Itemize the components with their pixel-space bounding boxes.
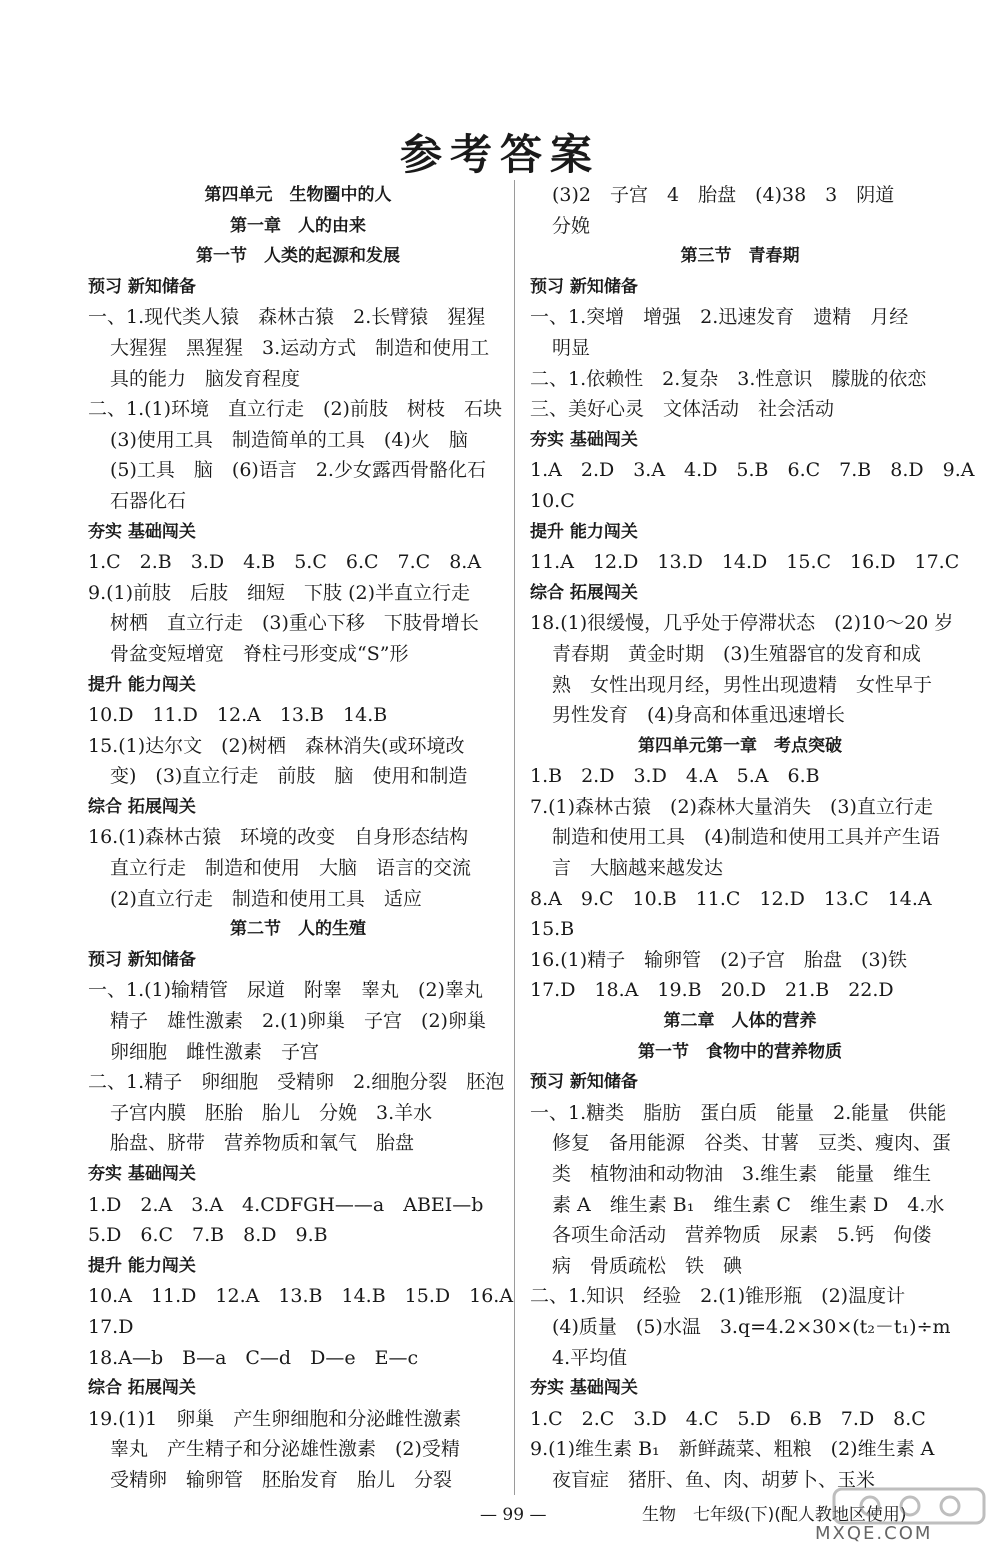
answer-line: 子宫内膜 胚胎 胎儿 分娩 3.羊水 (110, 1101, 433, 1124)
answer-line: (3)2 子宫 4 胎盘 (4)38 3 阴道 (552, 184, 895, 206)
subsection-label: 夯实 基础闯关 (88, 521, 196, 542)
answer-line: 骨盆变短增宽 脊柱弓形变成“S”形 (110, 642, 409, 665)
section-heading: 第一节 人类的起源和发展 (196, 246, 400, 267)
answer-line: 11.A 12.D 13.D 14.D 15.C 16.D 17.C (530, 551, 960, 574)
answer-line: 直立行走 制造和使用 大脑 语言的交流 (110, 857, 472, 880)
section-heading: 第一章 人的由来 (230, 215, 366, 236)
answer-line: (4)质量 (5)水温 3.q=4.2×30×(t₂－t₁)÷m (552, 1315, 951, 1338)
answer-line: 16.(1)森林古猿 环境的改变 自身形态结构 (88, 826, 469, 849)
answer-line: 8.A 9.C 10.B 11.C 12.D 13.C 14.A (530, 887, 932, 910)
answer-line: 一、1.突增 增强 2.迅速发育 遗精 月经 (530, 306, 909, 329)
answer-line: 变) (3)直立行走 前肢 脑 使用和制造 (110, 765, 468, 788)
right-column (530, 180, 975, 1496)
answer-line: 15.(1)达尔文 (2)树栖 森林消失(或环境改 (88, 734, 465, 757)
answer-line: 10.D 11.D 12.A 13.B 14.B (88, 704, 388, 727)
answer-line: 15.B (530, 918, 575, 941)
subsection-label: 综合 拓展闯关 (530, 582, 638, 603)
subsection-label: 预习 新知储备 (530, 1072, 638, 1093)
answer-line: 9.(1)前肢 后肢 细短 下肢 (2)半直立行走 (88, 581, 470, 604)
answer-line: 熟 女性出现月经，男性出现遗精 女性早于 (552, 673, 933, 696)
section-heading: 第一节 食物中的营养物质 (638, 1041, 842, 1062)
answer-line: 1.C 2.B 3.D 4.B 5.C 6.C 7.C 8.A (88, 551, 482, 574)
answer-line: 1.C 2.C 3.D 4.C 5.D 6.B 7.D 8.C (530, 1407, 926, 1430)
column-divider (514, 180, 515, 1495)
answer-line: 一、1.(1)输精管 尿道 附睾 睾丸 (2)睾丸 (88, 979, 483, 1002)
answer-line: 大猩猩 黑猩猩 3.运动方式 制造和使用工 (110, 336, 490, 359)
answer-line: 各项生命活动 营养物质 尿素 5.钙 佝偻 (552, 1224, 932, 1247)
answer-line: 言 大脑越来越发达 (552, 857, 724, 880)
subsection-label: 提升 能力闯关 (88, 1255, 196, 1276)
left-column (88, 180, 514, 1496)
subsection-label: 预习 新知储备 (88, 276, 196, 297)
answer-line: 7.(1)森林古猿 (2)森林大量消失 (3)直立行走 (530, 795, 933, 818)
answer-line: 10.A 11.D 12.A 13.B 14.B 15.D 16.A (88, 1285, 514, 1308)
answer-line: 夜盲症 猪肝、鱼、肉、胡萝卜、玉米 (552, 1468, 876, 1491)
answer-line: 二、1.精子 卵细胞 受精卵 2.细胞分裂 胚泡 (88, 1071, 505, 1094)
subsection-label: 提升 能力闯关 (530, 521, 638, 542)
section-heading: 第二节 人的生殖 (230, 919, 366, 940)
subsection-label: 综合 拓展闯关 (88, 1378, 196, 1399)
answer-line: 10.C (530, 489, 575, 512)
footer-label: 生物 七年级(下)(配人教地区使用) (642, 1505, 907, 1525)
answer-line: 二、1.依赖性 2.复杂 3.性意识 朦胧的依恋 (530, 367, 927, 390)
answer-line: 分娩 (552, 214, 591, 237)
subsection-label: 提升 能力闯关 (88, 674, 196, 695)
answer-line: 明显 (552, 336, 591, 359)
answer-line: 制造和使用工具 (4)制造和使用工具并产生语 (552, 826, 940, 849)
answer-line: 一、1.糖类 脂肪 蛋白质 能量 2.能量 供能 (530, 1101, 947, 1124)
answer-line: 1.D 2.A 3.A 4.CDFGH——a ABEI—b (88, 1193, 484, 1216)
answer-line: 具的能力 脑发育程度 (110, 367, 301, 390)
watermark-text: MXQE.COM (815, 1523, 933, 1544)
answer-line: 石器化石 (110, 489, 187, 512)
subsection-label: 夯实 基础闯关 (530, 429, 638, 450)
answer-line: 精子 雄性激素 2.(1)卵巢 子宫 (2)卵巢 (110, 1010, 486, 1033)
answer-line: 二、1.(1)环境 直立行走 (2)前肢 树枝 石块 (88, 398, 502, 421)
subsection-label: 预习 新知储备 (88, 949, 196, 970)
answer-line: 男性发育 (4)身高和体重迅速增长 (552, 704, 845, 727)
answer-line: 胎盘、脐带 营养物质和氧气 胎盘 (110, 1132, 415, 1155)
answer-line: 树栖 直立行走 (3)重心下移 下肢骨增长 (110, 612, 479, 635)
answer-line: 5.D 6.C 7.B 8.D 9.B (88, 1224, 328, 1247)
answer-line: 17.D (88, 1315, 134, 1338)
section-heading: 第二章 人体的营养 (663, 1011, 817, 1032)
section-heading: 第三节 青春期 (680, 246, 800, 267)
section-heading: 第四单元 生物圈中的人 (204, 185, 392, 205)
answer-line: 19.(1)1 卵巢 产生卵细胞和分泌雌性激素 (88, 1407, 462, 1430)
answer-line: 1.A 2.D 3.A 4.D 5.B 6.C 7.B 8.D 9.A (530, 459, 975, 482)
answer-line: 睾丸 产生精子和分泌雄性激素 (2)受精 (110, 1438, 460, 1461)
answer-line: 17.D 18.A 19.B 20.D 21.B 22.D (530, 979, 894, 1002)
answer-line: 三、美好心灵 文体活动 社会活动 (530, 398, 835, 421)
answer-line: 二、1.知识 经验 2.(1)锥形瓶 (2)温度计 (530, 1285, 906, 1308)
answer-line: 青春期 黄金时期 (3)生殖器官的发育和成 (552, 642, 921, 665)
answer-line: 卵细胞 雌性激素 子宫 (110, 1040, 320, 1063)
answer-line: 18.A—b B—a C—d D—e E—c (88, 1346, 419, 1369)
subsection-label: 综合 拓展闯关 (88, 796, 196, 817)
section-heading: 第四单元第一章 考点突破 (638, 735, 842, 756)
answer-line: 1.B 2.D 3.D 4.A 5.A 6.B (530, 765, 820, 788)
answer-line: (5)工具 脑 (6)语言 2.少女露西骨骼化石 (110, 459, 486, 482)
answer-line: 病 骨质疏松 铁 碘 (552, 1254, 743, 1277)
answer-line: 18.(1)很缓慢，几乎处于停滞状态 (2)10～20 岁 (530, 612, 954, 635)
answer-line: (2)直立行走 制造和使用工具 适应 (110, 887, 422, 910)
answer-line: 16.(1)精子 输卵管 (2)子宫 胎盘 (3)铁 (530, 948, 907, 971)
answer-line: 类 植物油和动物油 3.维生素 能量 维生 (552, 1163, 932, 1185)
answer-line: 4.平均值 (552, 1346, 628, 1369)
page-number: — 99 — (480, 1505, 547, 1525)
answer-line: 受精卵 输卵管 胚胎发育 胎儿 分裂 (110, 1468, 453, 1491)
answer-line: 修复 备用能源 谷类、甘薯 豆类、瘦肉、蛋 (552, 1132, 952, 1155)
subsection-label: 预习 新知储备 (530, 276, 638, 297)
page-title: 参考答案 (399, 130, 600, 179)
answer-line: 素 A 维生素 B₁ 维生素 C 维生素 D 4.水 (552, 1193, 945, 1216)
subsection-label: 夯实 基础闯关 (88, 1164, 196, 1184)
answer-line: 一、1.现代类人猿 森林古猿 2.长臂猿 猩猩 (88, 306, 486, 329)
answer-line: 9.(1)维生素 B₁ 新鲜蔬菜、粗粮 (2)维生素 A (530, 1438, 935, 1461)
subsection-label: 夯实 基础闯关 (530, 1378, 638, 1399)
answer-line: (3)使用工具 制造简单的工具 (4)火 脑 (110, 428, 468, 451)
